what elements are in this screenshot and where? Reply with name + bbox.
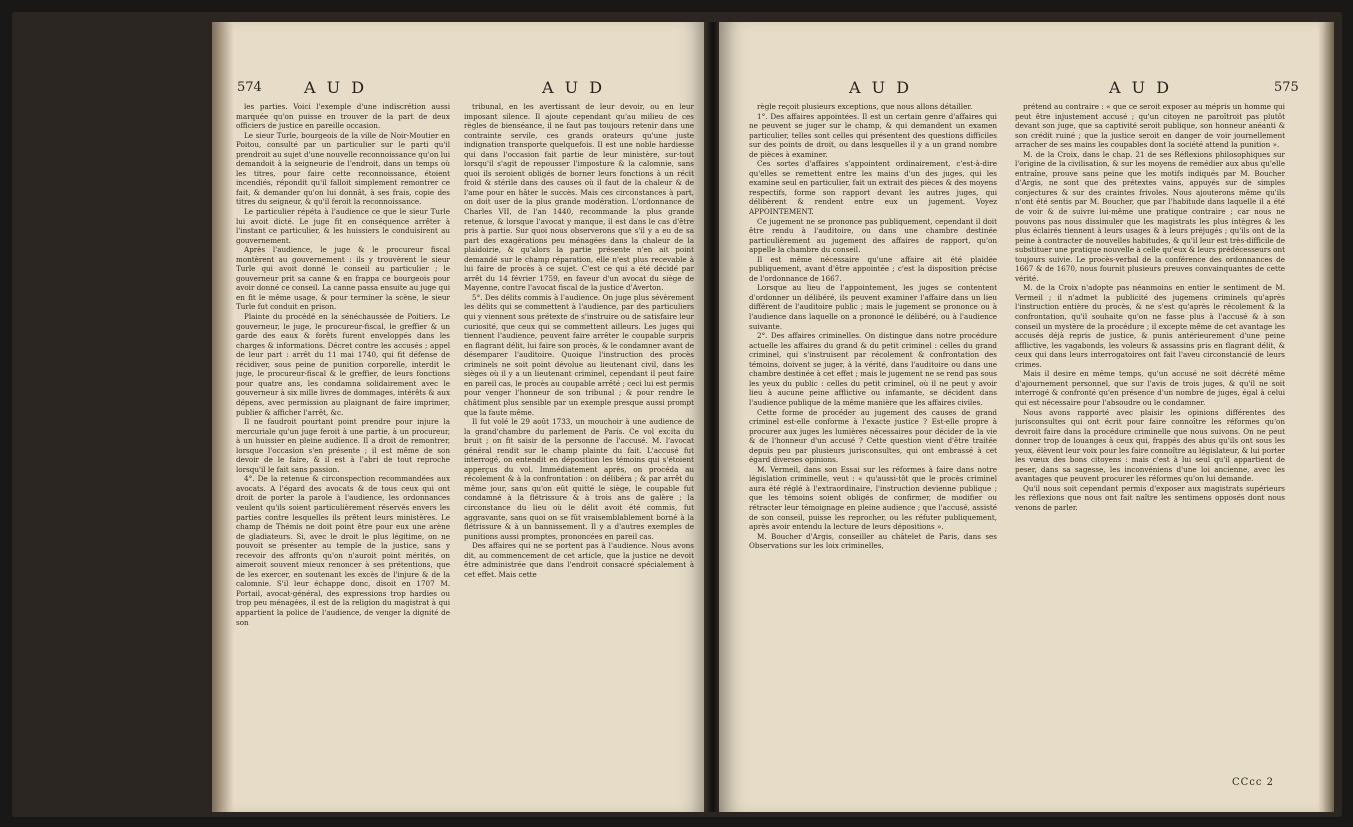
paragraph: Nous avons rapporté avec plaisir les opinions différentes des jurisconsultes qui ont écrit pour faire connoître les réformes qu'on devroit faire dans la procédure criminelle que nous suivons. On ne peut donner trop de louanges à ceux qui, frappés des abus qu'ils ont sous les yeux, élèvent leur voix pour les faire connoître au législateur, & lui porter les vœux des bons citoyens : mais c'est à lui seul qu'il appartient de peser, dans sa sagesse, les inconvéniens d'une loi ancienne, avec les avantages que peuvent procurer les réformes qu'on lui demande. (1015, 407, 1285, 484)
paragraph: Mais il desire en même temps, qu'un accusé ne soit décrété même d'ajournement personnel, que sur l'avis de trois juges, & qu'il ne soit interrogé & confronté qu'en présence d'un nombre de juges, égal à celui qui est nécessaire pour l'absoudre ou le condamner. (1015, 369, 1285, 407)
paragraph: Des affaires qui ne se portent pas à l'audience. Nous avons dit, au commencement de cet article, que la justice ne devoit être administrée que dans l'endroit consacré spécialement à cet effet. Mais cette (464, 541, 694, 579)
paragraph: 1°. Des affaires appointées. Il est un certain genre d'affaires qui ne peuvent se juger sur le champ, & qui demandent un examen particulier, telles sont celles qui présentent des questions difficiles sur des points de droit, ou dans lesquelles il y a un grand nombre de pièces à examiner. (749, 111, 997, 159)
paragraph: M. de la Croix, dans le chap. 21 de ses Réflexions philosophiques sur l'origine de la civilisation, & sur les moyens de remédier aux abus qu'elle entraîne, prouve sans peine que les motifs indiqués par M. Boucher d'Argis, ne sont que des prétextes vains, appuyés sur de simples conjectures & sur des craintes frivoles. Nous ajouterons même qu'ils n'ont été sentis par M. Boucher, que par l'habitude dans laquelle il a été de voir & de suivre lui-même une pratique contraire ; car nous ne pouvons pas nous dissimuler que les magistrats les plus intègres & les plus éclairés tiennent à leurs usages & à leurs préjugés ; qu'ils ont de la peine à contracter de nouvelles habitudes, & qu'il leur est très-difficile de substituer une pratique nouvelle à celle qu'eux & leurs prédécesseurs ont toujours suivie. Le procès-verbal de la conférence des ordonnances de 1667 & de 1670, nous fournit plusieurs preuves convainquantes de cette vérité. (1015, 149, 1285, 283)
paragraph: Lorsque au lieu de l'appointement, les juges se contentent d'ordonner un délibéré, ils peuvent examiner l'affaire dans un lieu différent de l'auditoire public ; mais le jugement se prononce ou à l'audience dans laquelle on a prononcé le délibéré, ou à l'audience suivante. (749, 283, 997, 331)
printer-signature: CCcc 2 (1231, 777, 1274, 788)
book-spread (12, 12, 1342, 817)
running-head: A U D (1109, 78, 1173, 97)
paragraph: 2°. Des affaires criminelles. On distingue dans notre procédure actuelle les affaires du grand & du petit criminel : celles du grand criminel, qui s'instruisent par récolement & confrontation des témoins, doivent se juger, à la vérité, dans l'auditoire ou dans une chambre destinée à cet effet ; mais le jugement ne se rend pas sous les yeux du public : celles du petit criminel, où il ne peut y avoir lieu à aucune peine afflictive ou infamante, se décident dans l'audience publique de la même manière que les affaires civiles. (749, 331, 997, 407)
paragraph: M. Vermeil, dans son Essai sur les réformes à faire dans notre législation criminelle, veut : « qu'aussi-tôt que le procès criminel aura été réglé à l'extraordinaire, l'instruction devienne publique ; que les témoins soient obligés de confirmer, de modifier ou rétracter leur témoignage en pleine audience ; que l'accusé, assisté de son conseil, puisse les reprocher, ou les réfuter publiquement, après avoir entendu la lecture de leurs dépositions ». (749, 464, 997, 532)
page-number: 574 (237, 80, 262, 95)
paragraph: 4°. De la retenue & circonspection recommandées aux avocats. A l'égard des avocats & de tous ceux qui ont droit de porter la parole à l'audience, les ordonnances veulent qu'ils soient particulièrement réservés envers les parties contre lesquelles ils prêtent leurs ministères. Le champ de Thémis ne doit point être pour eux une arène de gladiateurs. Si, avec le droit le plus légitime, on ne pouvoit se présenter au temple de la justice, sans y recevoir des affronts qu'on n'auroit point mérités, on aimeroit souvent mieux renoncer à ses prétentions, que de les exercer, en soutenant les excès de l'injure & de la calomnie. S'il leur échappe donc, disoit en 1707 M. Portail, avocat-général, des expressions trop hardies ou trop peu ménagées, il est de la religion du magistrat à qui appartient la police de l'audience, de venger la dignité de son (236, 474, 450, 627)
text-column (464, 102, 694, 792)
paragraph: règle reçoit plusieurs exceptions, que nous allons détailler. (757, 102, 973, 111)
left-page-header (212, 78, 707, 100)
paragraph: Il ne faudroit pourtant point prendre pour injure la mercuriale qu'un juge feroit à une partie, à un procureur, à un huissier en pleine audience. Il a droit de remontrer, lorsque l'occasion s'en présente ; il est même de son devoir de le faire, & il est à l'abri de tout reproche lorsqu'il le fait sans passion. (236, 417, 450, 474)
paragraph: M. de la Croix n'adopte pas néanmoins en entier le sentiment de M. Vermeil ; il n'admet la publicité des jugemens criminels qu'après l'instruction entière du procès, & ne s'est qu'après le récolement & la confrontation, qu'il souhaite qu'on ne fasse plus à l'accusé & à son conseil un mystère de la procédure ; il excepte même de cet avantage les accusés déjà repris de justice, & punis antérieurement d'une peine afflictive, les vagabonds, les voleurs & assassins pris en flagrant délit, & ceux qui dans leurs interrogatoires ont fait l'aveu circonstancié de leurs crimes. (1015, 283, 1285, 369)
running-head: A U D (304, 78, 368, 97)
running-head: A U D (849, 78, 913, 97)
paragraph: Il fut volé le 29 août 1733, un mouchoir à une audience de la grand'chambre du parlement de Paris. Ce vol excita du bruit ; on fit saisir de la personne de l'accusé. M. l'avocat général rendit sur le champ plainte du fait. L'accusé fut interrogé, on entendit en déposition les témoins qui s'étoient apperçus du vol. Immédiatement après, on procéda au récolement & à la confrontation : on délibéra ; & par arrêt du même jour, sans qu'on eût quitté le siège, le coupable fut condamné à la flétrissure & à trois ans de galère ; la circonstance du lieu où le délit avoit été commis, fut aggravante, sans quoi on se fût vraisemblablement borné à la flétrissure & à un bannissement. Il y a d'autres exemples de punitions aussi promptes, prononcées en pareil cas. (464, 417, 694, 541)
paragraph: M. Boucher d'Argis, conseiller au châtelet de Paris, dans ses Observations sur les loix criminelles, (749, 531, 997, 551)
paragraph: Plainte du procédé en la sénéchaussée de Poitiers. Le gouverneur, le juge, le procureur-fiscal, le greffier & un garde des eaux & forêts furent enveloppés dans les charges & informations. Décret contre les accusés ; appel de leur part : arrêt du 11 mai 1740, qui fit défense de récidiver, sous peine de punition corporelle, interdit le juge, le procureur-fiscal & le greffier, de leurs fonctions pour quatre ans, les condamna solidairement avec le gouverneur à six mille livres de dommages, intérêts & aux dépens, avec permission au plaignant de faire imprimer, publier & afficher l'arrêt, &c. (236, 312, 450, 417)
paragraph: prétend au contraire : « que ce seroit exposer au mépris un homme qui peut être injustement accusé ; qu'un citoyen ne paroîtroit pas plutôt devant son juge, que sa captivité seroit publique, son honneur anéanti & son crédit ruiné ; que la justice seroit en danger de voir journellement arracher de ses mains les coupables dont la société attend la punition ». (1015, 102, 1285, 150)
text-column (236, 102, 450, 792)
paragraph: Le sieur Turle, bourgeois de la ville de Noir-Moutier en Poitou, consulté par un particulier sur le parti qu'il prendroit au sujet d'une nouvelle reconnoissance qu'on lui demandoit à la seigneurie de l'endroit, dans un temps où les titres, pour faire cette reconnoissance, étoient incendiés, répondit qu'il falloit simplement remontrer ce fait, & demander qu'on lui donnât, à ses frais, copie des titres du seigneur, & qu'il feroit la reconnoissance. (236, 130, 450, 207)
paragraph: 5°. Des délits commis à l'audience. On juge plus sévèrement les délits qui se commettent à l'audience, par des particuliers qui y viennent sous prétexte de s'instruire ou de satisfaire leur curiosité, que ceux qui se commettent ailleurs. Les juges qui tiennent l'audience, peuvent faire arrêter le coupable surpris en flagrant délit, lui faire son procès, & le condamner avant de désemparer l'auditoire. Quoique l'instruction des procès criminels ne soit point dévolue au lieutenant civil, dans les sièges où il y a un lieutenant criminel, cependant il peut faire en pareil cas, le procès au coupable arrêté ; ceci lui est permis pour venger l'honneur de son tribunal ; & pour rendre le châtiment plus sensible par un exemple presque aussi prompt que la faute même. (464, 292, 694, 417)
paragraph: tribunal, en les avertissant de leur devoir, ou en leur imposant silence. Il ajoute cependant qu'au milieu de ces règles de bienséance, il ne faut pas toujours retenir dans une contrainte servile, ces grands orateurs qu'une juste indignation transporte quelquefois. Il est une noble hardiesse qui dans l'occasion fait partie de leur ministère, sur-tout lorsqu'il s'agit de repousser l'imposture & la calomnie, sans quoi ils seroient obligés de borner leurs fonctions à un récit froid & stérile dans des causes où il faut de la chaleur & de l'ame pour en hâter le succès. Mais ces circonstances à part, on doit user de la plus grande modération. L'ordonnance de Charles VII, de l'an 1440, recommande la plus grande retenue, & lorsque l'avocat y manque, il est dans le cas d'être pris à partie. Sur quoi nous observerons que s'il y a eu de sa part des exagérations peu ménagées dans la chaleur de la plaidoirie, & qu'alors la partie présente n'en ait point demandé sur le champ réparation, elle n'est plus recevable à lui faire de procès à ce sujet. C'est ce qui a été décidé par arrêt du 14 février 1759, en faveur d'un avocat du siège de Mayenne, contre l'avocat fiscal de la justice d'Averton. (464, 102, 694, 293)
text-column (1015, 102, 1285, 792)
paragraph: Cette forme de procéder au jugement des causes de grand criminel est-elle conforme à l'exacte justice ? Est-elle propre à procurer aux juges les lumières nécessaires pour décider de la vie & de l'honneur d'un accusé ? Cette question vient d'être traitée depuis peu par plusieurs jurisconsultes, qui ont embrassé à cet égard diverses opinions. (749, 407, 997, 465)
paragraph: Il est même nécessaire qu'une affaire ait été plaidée publiquement, avant d'être appointée ; c'est la disposition précise de l'ordonnance de 1667. (749, 254, 997, 283)
paragraph: Ce jugement ne se prononce pas publiquement, cependant il doit être rendu à l'auditoire, ou dans une chambre destinée particulièrement au jugement des affaires de rapport, qu'on appelle la chambre du conseil. (749, 216, 997, 255)
left-page (212, 22, 707, 812)
page-number: 575 (1274, 80, 1299, 95)
right-page-header (719, 78, 1334, 100)
text-column (749, 102, 997, 792)
right-page (719, 22, 1334, 812)
paragraph: Après l'audience, le juge & le procureur fiscal montèrent au gouvernement : ils y trouvèrent le sieur Turle qui avoit donné le conseil au particulier ; le gouverneur prit sa canne & en frappa ce bourgeois pour avoir donné ce conseil. La canne passa ensuite au juge qui en fit le même usage, & pour terminer la scène, le sieur Turle fut conduit en prison. (236, 245, 450, 312)
paragraph: Ces sortes d'affaires s'appointent ordinairement, c'est-à-dire qu'elles se remettent entre les mains d'un des juges, qui les examine seul en particulier, fait un extrait des pièces & des moyens respectifs, forme son rapport devant les autres juges, qui délibèrent & rendent entre eux un jugement. Voyez APPOINTEMENT. (749, 159, 997, 217)
running-head: A U D (542, 78, 606, 97)
paragraph: les parties. Voici l'exemple d'une indiscrétion aussi marquée qu'on puisse en trouver de la part de deux officiers de justice en pareille occasion. (236, 102, 450, 131)
paragraph: Qu'il nous soit cependant permis d'exposer aux magistrats supérieurs les réflexions que nous ont fait naître les sentimens opposés dont nous venons de parler. (1015, 483, 1285, 512)
paragraph: Le particulier répéta à l'audience ce que le sieur Turle lui avoit dicté. Le juge fit en conséquence arrêter à l'instant ce particulier, & les huissiers le conduisirent au gouvernement. (236, 207, 450, 245)
